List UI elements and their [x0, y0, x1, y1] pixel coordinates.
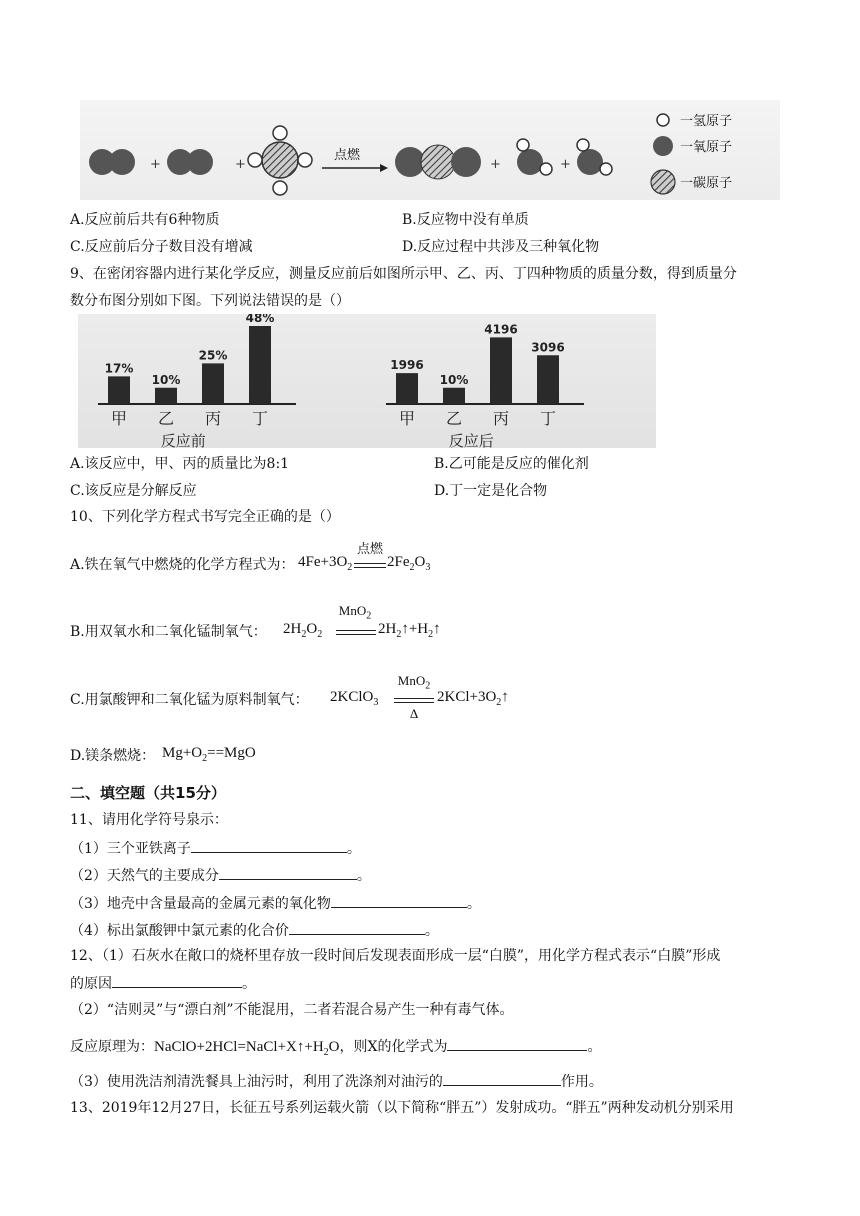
category-label: 丁	[539, 409, 557, 428]
q10-a-rhs: $2Fe_2O_3$	[387, 554, 431, 573]
bar-after-3	[537, 355, 559, 404]
q10-a-text: A.铁在氧气中燃烧的化学方程式为：	[70, 557, 295, 573]
q10-a-equals	[354, 563, 386, 568]
mass-fraction-charts	[78, 314, 656, 448]
q11-blank-1[interactable]	[191, 838, 347, 853]
bar-value-label: 48%	[245, 314, 275, 325]
q8-option-a: A.反应前后共有6种物质	[70, 212, 220, 228]
bar-value-label: 17%	[104, 361, 134, 376]
water-molecule-2	[577, 139, 612, 175]
q12-line3: （2）“洁则灵”与“漂白剂”不能混用，二者若混合易产生一种有毒气体。	[70, 1002, 514, 1018]
legend-carbon: 一碳原子	[680, 176, 733, 191]
q11-stem: 11、请用化学符号泉示：	[70, 812, 228, 828]
q12-blank-1[interactable]	[112, 973, 242, 988]
oxygen-molecule-2	[167, 149, 213, 175]
q10-c-equals	[394, 698, 434, 703]
reaction-arrow	[322, 164, 388, 172]
q10-b-text: B.用双氧水和二氧化锰制氧气：	[70, 624, 267, 640]
category-label: 乙	[157, 409, 175, 428]
category-label: 丙	[492, 409, 510, 428]
hydrogen-atom-legend-icon	[657, 114, 669, 126]
q10-b-rhs: $2H_2↑+H_2↑$	[378, 621, 441, 640]
q10-b-lhs: $2H_2O_2$	[283, 621, 323, 640]
svg-text:+: +	[560, 157, 571, 172]
q12-line1: 12、（1）石灰水在敞口的烧杯里存放一段时间后发现表面形成一层“白膜”，用化学方程式表示“白膜”形成	[70, 948, 721, 964]
svg-text:+: +	[150, 157, 161, 172]
q10-b-condition: MnO$_2$	[338, 603, 372, 622]
q12-line2: 的原因 。	[70, 973, 256, 994]
q10-b-equals	[336, 630, 376, 635]
q10-c-lhs: 2KClO$_3$	[330, 689, 379, 708]
q12-blank-3[interactable]	[443, 1071, 561, 1086]
water-molecule-1	[517, 139, 552, 175]
oxygen-molecule-1	[89, 149, 135, 175]
bar-after-0	[396, 373, 418, 404]
category-label: 丁	[251, 409, 269, 428]
q9-option-a: A.该反应中，甲、丙的质量比为8:1	[70, 456, 290, 472]
q10-option-a	[70, 555, 295, 575]
methane-molecule	[248, 126, 312, 195]
bar-value-label: 10%	[151, 372, 181, 387]
q9-option-c: C.该反应是分解反应	[70, 483, 197, 499]
q9-stem-line1: 9、在密闭容器内进行某化学反应，测量反应前后如图所示甲、乙、丙、丁四种物质的质量分数，得到质量分	[70, 266, 737, 282]
q8-option-b: B.反应物中没有单质	[402, 212, 529, 228]
q9-option-b: B.乙可能是反应的催化剂	[434, 456, 589, 472]
bar-before-3	[249, 326, 271, 404]
bar-after-1	[443, 388, 465, 404]
arrow-condition: 点燃	[334, 148, 361, 163]
category-label: 甲	[110, 409, 128, 428]
svg-text:+: +	[235, 157, 246, 172]
q9-chart-photo	[78, 314, 656, 448]
q10-c-condition-bottom: Δ	[409, 706, 419, 721]
q8-option-d: D.反应过程中共涉及三种氧化物	[402, 239, 600, 255]
bar-value-label: 3096	[531, 340, 565, 355]
bar-before-0	[108, 376, 130, 404]
q10-stem: 10、下列化学方程式书写完全正确的是（）	[70, 509, 340, 525]
chart-title: 反应后	[448, 432, 494, 448]
q13-line1: 13、2019年12月27日，长征五号系列运载火箭（以下简称“胖五”）发射成功。“胖五”两种发动机分别采用	[70, 1100, 734, 1116]
q11-item-1: （1）三个亚铁离子 。	[70, 838, 361, 859]
bar-after-2	[490, 337, 512, 404]
bar-value-label: 10%	[439, 372, 469, 387]
q12-line4: 反应原理为：$NaClO+2HCl=NaCl+X↑+H_2O$，则X的化学式为 。	[70, 1036, 601, 1063]
carbon-atom-legend-icon	[651, 170, 675, 194]
carbon-dioxide-molecule	[395, 145, 481, 179]
q9-stem-line2: 数分布图分别如下图。下列说法错误的是（）	[70, 293, 350, 309]
category-label: 乙	[445, 409, 463, 428]
q10-c-text: C.用氯酸钾和二氧化锰为原料制氧气：	[70, 692, 309, 708]
bar-before-1	[155, 388, 177, 404]
q9-option-d: D.丁一定是化合物	[434, 483, 548, 499]
q10-option-d	[70, 746, 155, 766]
category-label: 丙	[204, 409, 222, 428]
q11-blank-3[interactable]	[331, 893, 467, 908]
q8-option-c: C.反应前后分子数目没有增减	[70, 239, 253, 255]
legend-oxygen: 一氧原子	[680, 140, 733, 155]
bar-value-label: 4196	[484, 322, 518, 337]
reaction-figure	[80, 100, 780, 200]
bar-value-label: 1996	[390, 358, 424, 373]
bar-value-label: 25%	[198, 348, 228, 363]
q10-option-c	[70, 690, 309, 710]
legend-hydrogen: 一氢原子	[680, 114, 733, 129]
q11-item-2: （2）天然气的主要成分 。	[70, 865, 371, 886]
q11-blank-2[interactable]	[219, 865, 357, 880]
category-label: 甲	[398, 409, 416, 428]
q10-a-lhs: $4Fe+3O_2$	[298, 554, 353, 573]
molecule-diagram	[80, 100, 780, 200]
q11-item-4: （4）标出氯酸钾中氯元素的化合价 。	[70, 920, 439, 941]
q10-a-condition: 点燃	[356, 541, 383, 556]
q10-option-b	[70, 622, 267, 642]
chart-title: 反应前	[160, 432, 206, 448]
q10-c-condition-top: MnO$_2$	[397, 673, 431, 692]
svg-text:+: +	[490, 157, 501, 172]
q10-d-equation: $Mg+O_2==MgO$	[162, 745, 256, 764]
q11-item-3: （3）地壳中含量最高的金属元素的氧化物 。	[70, 893, 481, 914]
q10-c-rhs: $2KCl+3O_2↑$	[437, 689, 509, 708]
bar-before-2	[202, 363, 224, 404]
oxygen-atom-legend-icon	[653, 136, 673, 156]
section-heading: 二、填空题（共15分）	[70, 784, 226, 802]
q10-d-text: D.镁条燃烧：	[70, 748, 156, 764]
q11-blank-4[interactable]	[289, 920, 425, 935]
q12-line5: （3）使用洗洁剂清洗餐具上油污时，利用了洗涤剂对油污的 作用。	[70, 1071, 603, 1092]
q12-blank-2[interactable]	[447, 1036, 587, 1051]
